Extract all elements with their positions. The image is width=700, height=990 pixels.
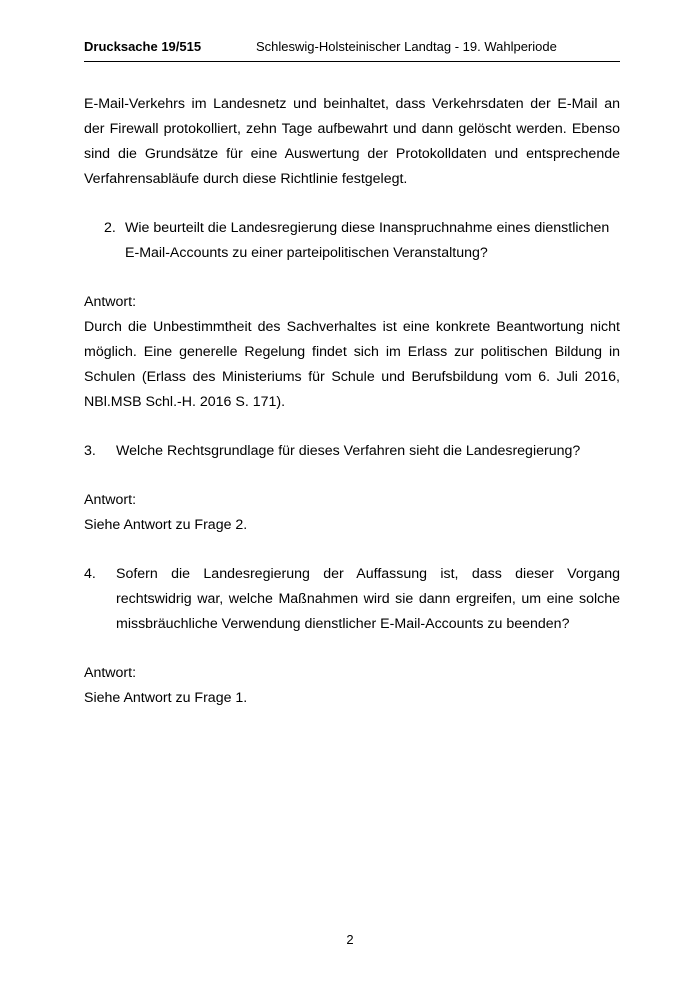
question-3 bbox=[84, 439, 620, 464]
page-number: 2 bbox=[346, 932, 354, 947]
answer-text: Durch die Unbestimmtheit des Sachverhaltes ist eine konkrete Beantwortung nicht möglich. Eine generelle Regelung findet sich im Erlass zur politischen Bildung in Schulen (Erlass des Ministeriums für Schule und Berufsbildung vom 6. Juli 2016, NBl.MSB Schl.-H. 2016 S. 171). bbox=[84, 319, 620, 410]
document-body bbox=[84, 92, 620, 711]
question-number: 2. bbox=[104, 220, 116, 236]
question-number: 4. bbox=[84, 566, 96, 582]
answer-text: Siehe Antwort zu Frage 2. bbox=[84, 517, 248, 533]
question-2 bbox=[84, 216, 620, 266]
answer-label: Antwort: bbox=[84, 665, 137, 681]
question-4 bbox=[84, 562, 620, 637]
intro-paragraph: E-Mail-Verkehrs im Landesnetz und beinhaltet, dass Verkehrsdaten der E-Mail an der Firewall protokolliert, zehn Tage aufbewahrt und dann gelöscht werden. Ebenso sind die Grundsätze für eine Auswertung der Protokolldaten und entsprechende Verfahrensabläufe durch diese Richtlinie festgelegt. bbox=[84, 96, 620, 187]
answer-label: Antwort: bbox=[84, 492, 137, 508]
answer-text: Siehe Antwort zu Frage 1. bbox=[84, 690, 248, 706]
parliament-title: Schleswig-Holsteinischer Landtag - 19. Wahlperiode bbox=[256, 39, 557, 54]
question-text: Wie beurteilt die Landesregierung diese Inanspruchnahme eines dienstlichen E-Mail-Accounts zu einer parteipolitischen Veranstaltung? bbox=[125, 220, 610, 261]
question-text: Welche Rechtsgrundlage für dieses Verfahren sieht die Landesregierung? bbox=[116, 443, 581, 459]
page-header bbox=[84, 35, 620, 62]
question-number: 3. bbox=[84, 443, 96, 459]
document-number: Drucksache 19/515 bbox=[84, 39, 202, 54]
answer-label: Antwort: bbox=[84, 294, 137, 310]
question-text: Sofern die Landesregierung der Auffassung ist, dass dieser Vorgang rechtswidrig war, welche Maßnahmen wird sie dann ergreifen, um eine solche missbräuchliche Verwendung dienstlicher E-Mail-Accounts zu beenden? bbox=[116, 566, 620, 632]
